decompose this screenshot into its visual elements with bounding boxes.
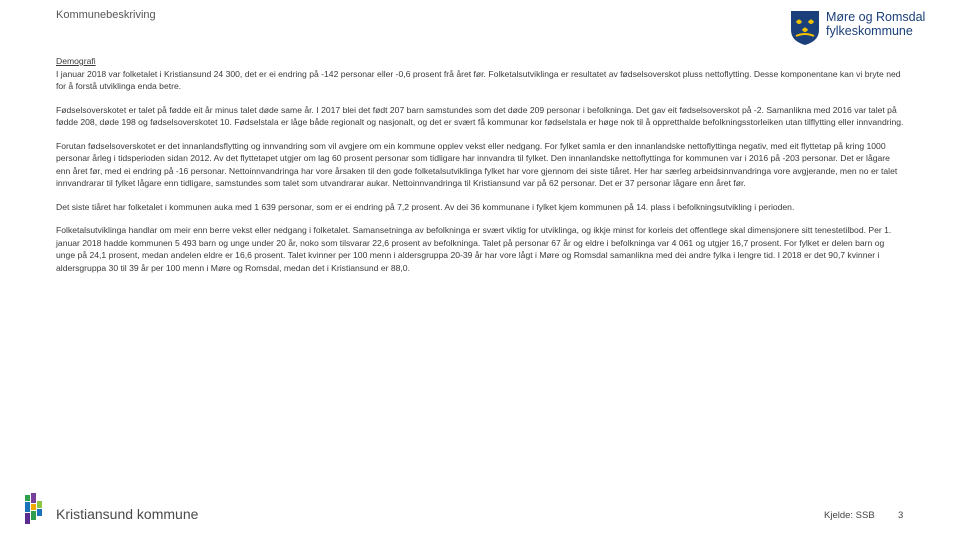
paragraph-birth-surplus: Fødselsoverskotet er talet på fødde eit år minus talet døde same år. I 2017 blei det født 207 barn samstundes som det døde 209 personar i befolkninga. Det gav eit fødselsoverskot på -2. Samanlikna med 2016 var talet på fødde 208, døde 198 og fødselsoverskotet 10. Fødselstala er låge både regionalt og nasjonalt, og det er svært få kommunar kor fødselstala er høge nok til å oppretthalde befolkningsstorleiken utan tilflytting eller innvandring. <box>56 104 904 127</box>
county-name-line2: fylkeskommune <box>826 24 913 38</box>
paragraph-migration: Forutan fødselsoverskotet er det innanlandsflytting og innvandring som vil avgjere om ein kommune opplev vekst eller nedgang. For fylket samla er den innanlandske nettoflyttinga negativ, med eit flyttetap på kring 1000 personar årleg i tidsperioden sidan 2012. Av det flyttetapet utgjer om lag 60 prosent personar som tidligare har innvandra til fylket. Den innanlandske nettoflyttinga for kommunen var i 2016 på -203 personar. Det er lågare enn året før, med ei endring på -16 personar. Nettoinnvandringa har vore årsaken til den gode folketalsutviklinga fylket har vore gjennom dei siste tiåret. Her har særleg arbeidsinnvandringa vore avgjerande, men no er talet innvandrarar til fylket lågare enn tidligare, samstundes som talet som utvandrarar aukar. Nettoinnvandringa til Kristiansund var på 62 personar. Det er 37 personar lågare enn året før. <box>56 140 898 188</box>
kristiansund-logo-icon <box>22 493 44 525</box>
source-label: Kjelde: SSB <box>824 510 875 521</box>
main-content <box>56 55 904 285</box>
paragraph-decade-growth: Det siste tiåret har folketalet i kommunen auka med 1 639 personar, som er ei endring på 7,2 prosent. Av dei 36 kommunane i fylket kjem kommunen på 14. plass i befolkningsutvikling i perioden. <box>56 201 795 212</box>
county-name-line1: Møre og Romsdal <box>826 10 926 24</box>
section-title: Demografi <box>56 56 96 66</box>
page-number: 3 <box>898 510 904 521</box>
county-coat-of-arms-icon <box>790 10 820 46</box>
county-logo[interactable] <box>790 10 940 50</box>
paragraph-population: I januar 2018 var folketalet i Kristiansund 24 300, det er ei endring på -142 personar eller -0,6 prosent frå året før. Folketalsutviklinga er resultatet av fødselsoverskot pluss nettoflytting. Desse komponentane kan vi bryte ned for å forstå utviklinga enda betre. <box>56 68 901 91</box>
page-header-title: Kommunebeskriving <box>56 9 156 21</box>
paragraph-composition: Folketalsutviklinga handlar om meir enn berre vekst eller nedgang i folketalet. Samansetninga av befolkninga er svært viktig for utviklinga, og ikkje minst for korleis det offentlege skal dimensjonere sitt tenestetilbod. Per 1. januar 2018 hadde kommunen 5 493 barn og unge under 20 år, noko som tilsvarar 22,6 prosent av befolkninga. Talet på personar 67 år og eldre i befolkninga var 4 061 og utgjer 16,7 prosent. For fylket er delen barn og unge på 24,1 prosent, medan andelen eldre er 16,6 prosent. Talet kvinner per 100 menn i aldersgruppa 20-39 år har vore lågt i Møre og Romsdal samanlikna med dei andre fylka i lengre tid. I 2018 er det 90,7 kvinner i aldersgruppa 30 til 39 år per 100 menn i Møre og Romsdal, medan det i Kristiansund er 88,0. <box>56 225 892 273</box>
footer-municipality-name: Kristiansund kommune <box>56 506 199 522</box>
county-name <box>826 10 925 38</box>
